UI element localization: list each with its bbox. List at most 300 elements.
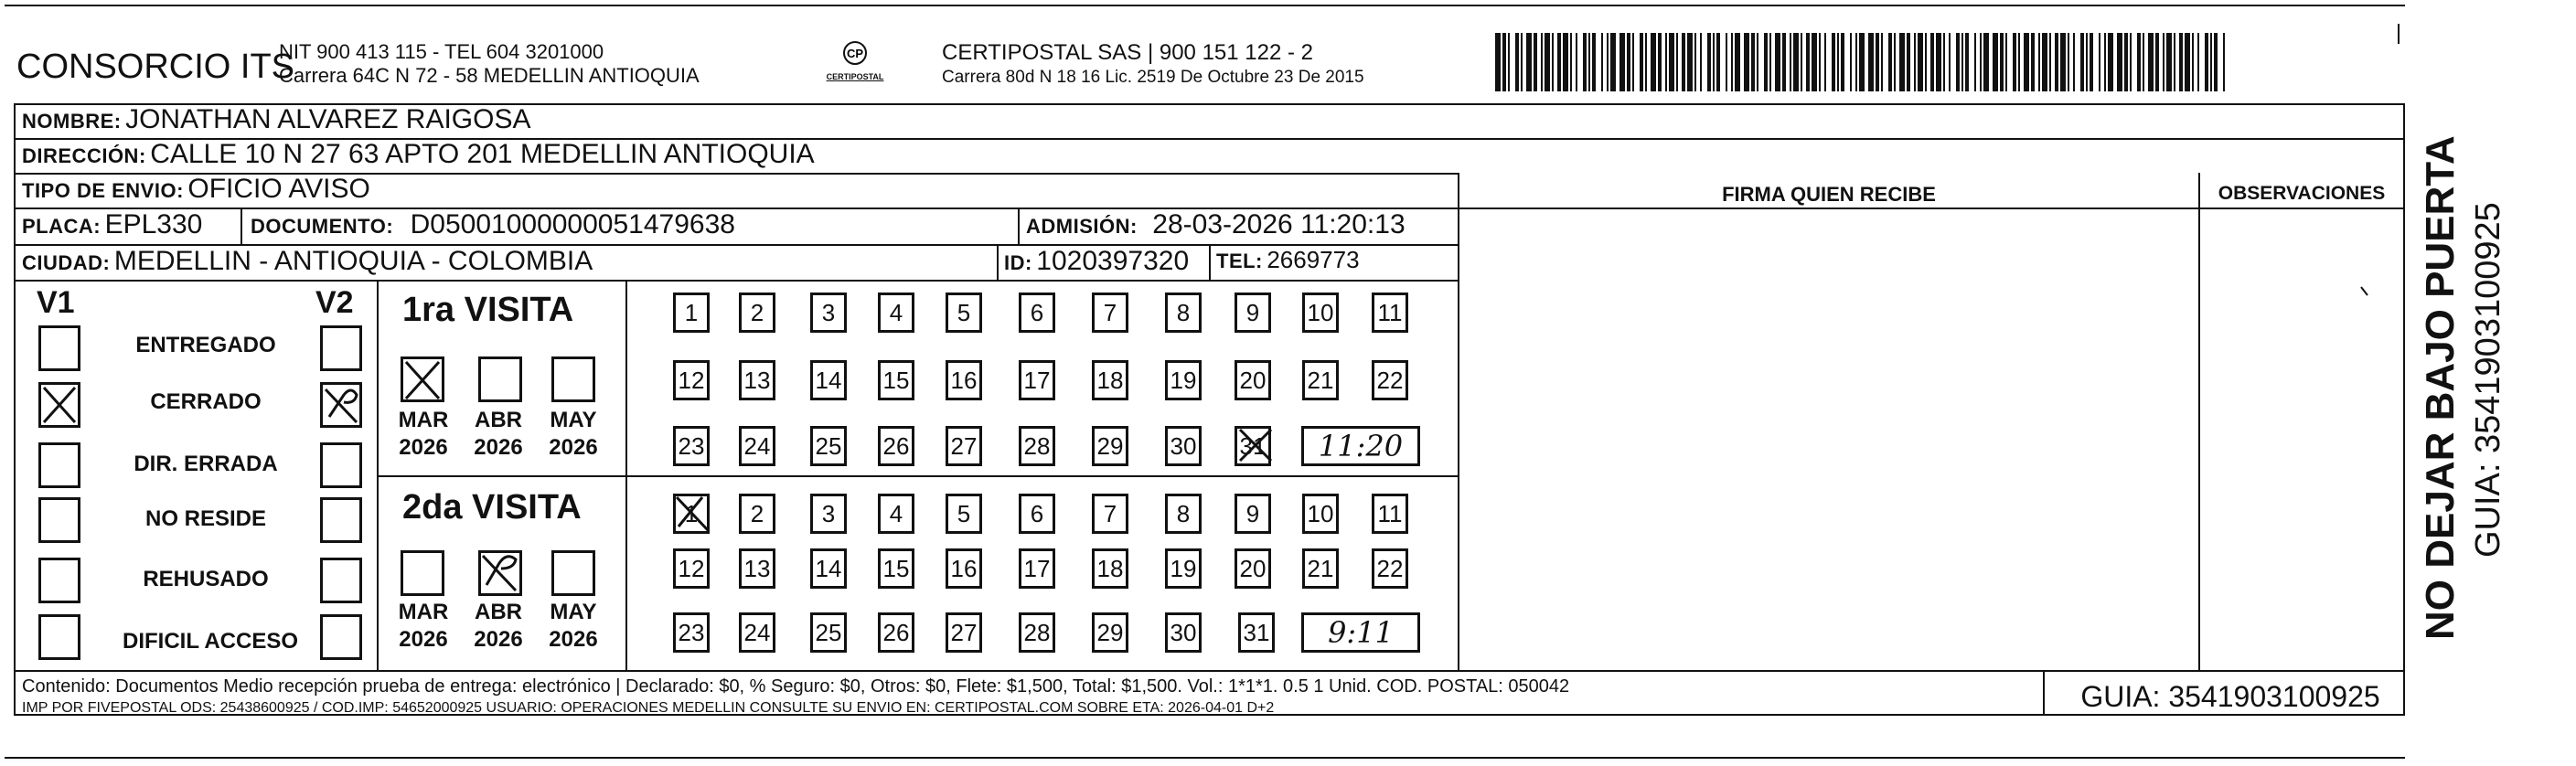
barcode-bar [1576, 33, 1577, 91]
barcode-bar [2049, 33, 2051, 91]
side-guia: GUIA: 3541903100925 [2469, 202, 2507, 558]
barcode-bar [1632, 33, 1634, 91]
row-line-footer [14, 670, 2405, 672]
barcode-bar [1495, 33, 1501, 91]
barcode-bar [1793, 33, 1799, 91]
barcode-bar [2137, 33, 2141, 91]
second-visit-day-4[interactable] [878, 494, 914, 534]
day-label: 12 [678, 554, 705, 582]
barcode-bar [1832, 33, 1835, 91]
barcode-bar [1888, 33, 1892, 91]
address-field [22, 139, 815, 170]
first-visit-year-abr: 2026 [474, 435, 523, 460]
second-visit-year-may: 2026 [549, 627, 598, 652]
corner-tick [2398, 24, 2400, 44]
barcode-bar [2000, 33, 2004, 91]
barcode-bar [2090, 33, 2093, 91]
second-visit-day-16[interactable] [946, 548, 982, 589]
top-border [5, 5, 2405, 6]
barcode-bar [1541, 33, 1543, 91]
admission-field [1026, 209, 1406, 240]
barcode-bar [2073, 33, 2075, 91]
day-label: 20 [1239, 366, 1267, 394]
first-visit-day-16[interactable] [946, 360, 982, 400]
barcode-bar [1925, 33, 1927, 91]
first-visit-day-10[interactable] [1302, 293, 1339, 333]
barcode-bar [1526, 33, 1532, 91]
second-visit-day-15[interactable] [878, 548, 914, 589]
first-visit-day-15[interactable] [878, 360, 914, 400]
barcode-bar [2031, 33, 2035, 91]
barcode-bar [1974, 33, 1976, 91]
status-entregado: ENTREGADO [135, 333, 276, 357]
barcode-bar [1943, 33, 1945, 91]
barcode-bar [1601, 33, 1603, 91]
city-field [22, 246, 593, 277]
first-visit-day-27[interactable] [946, 426, 982, 466]
first-visit-day-28[interactable] [1019, 426, 1055, 466]
svg-text:CP: CP [846, 47, 864, 60]
barcode-bar [2179, 33, 2183, 91]
plate-value: EPL330 [104, 209, 203, 239]
barcode-bar [2099, 33, 2100, 91]
status-dir-errada: DIR. ERRADA [134, 452, 278, 476]
day-label: 4 [889, 499, 903, 527]
first-visit-day-19[interactable] [1165, 360, 1202, 400]
id-field [1004, 246, 1189, 277]
day-label: 24 [743, 431, 771, 460]
barcode-bar [1918, 33, 1923, 91]
document-value: D05001000000051479638 [410, 209, 735, 239]
company-address: Carrera 64C N 72 - 58 MEDELLIN ANTIOQUIA [279, 64, 700, 87]
second-visit-day-25[interactable] [810, 612, 847, 653]
second-visit-month-abr[interactable] [478, 550, 522, 596]
barcode-bar [1592, 33, 1596, 91]
barcode-bar [1570, 33, 1572, 91]
day-label: 23 [678, 431, 705, 460]
day-label: 3 [821, 298, 836, 326]
first-visit-day-5[interactable] [946, 293, 982, 333]
second-visit-day-24[interactable] [739, 612, 775, 653]
barcode-bar [1801, 33, 1802, 91]
first-visit-day-9[interactable] [1235, 293, 1271, 333]
day-label: 9 [1245, 499, 1260, 527]
first-visit-month-may[interactable] [551, 356, 595, 402]
v1-checkbox-dificil-acceso[interactable] [38, 614, 80, 660]
first-visit-day-7[interactable] [1092, 293, 1128, 333]
id-label: ID: [1004, 251, 1032, 274]
second-visit-day-1[interactable] [673, 494, 710, 534]
barcode-bar [2148, 33, 2154, 91]
logo-text: CERTIPOSTAL [826, 72, 884, 81]
first-visit-day-24[interactable] [739, 426, 775, 466]
barcode-bar [2038, 33, 2040, 91]
day-label: 25 [815, 618, 842, 646]
barcode-bar [1881, 33, 1883, 91]
day-label: 1 [684, 499, 699, 527]
first-visit-time-box[interactable] [1301, 426, 1420, 466]
send-type-value: OFICIO AVISO [187, 174, 370, 204]
first-visit-day-31[interactable] [1235, 426, 1271, 466]
v2-checkbox-dir-errada[interactable] [320, 442, 362, 488]
day-label: 19 [1170, 554, 1197, 582]
day-label: 30 [1170, 431, 1197, 460]
barcode-bar [2185, 33, 2190, 91]
footer-line2: IMP POR FIVEPOSTAL ODS: 25438600925 / COD.IMP: 54652000925 USUARIO: OPERACIONES MEDELLIN CONSULTE SU ENVIO EN: CERTIPOSTAL.COM SOBRE ETA: 2026-04-01 D+2 [22, 700, 1275, 716]
second-visit-day-10[interactable] [1302, 494, 1339, 534]
day-label: 6 [1030, 499, 1044, 527]
second-visit-month-may[interactable] [551, 550, 595, 596]
first-visit-day-11[interactable] [1372, 293, 1408, 333]
barcode-bar [1676, 33, 1678, 91]
day-label: 29 [1096, 618, 1124, 646]
second-visit-day-19[interactable] [1165, 548, 1202, 589]
id-value: 1020397320 [1036, 246, 1190, 276]
barcode-bar [1744, 33, 1749, 91]
barcode-bar [1682, 33, 1685, 91]
v1-checkbox-dir-errada[interactable] [38, 442, 80, 488]
day-label: 9 [1245, 298, 1260, 326]
barcode-bar [1841, 33, 1844, 91]
barcode-bar [2223, 33, 2225, 91]
barcode-bar [1665, 33, 1667, 91]
barcode-bar [1645, 33, 1647, 91]
day-label: 27 [950, 431, 978, 460]
barcode-bar [1607, 33, 1609, 91]
barcode-bar [1790, 33, 1791, 91]
barcode-bar [1914, 33, 1916, 91]
day-label: 25 [815, 431, 842, 460]
second-visit-day-5[interactable] [946, 494, 982, 534]
barcode-bar [2060, 33, 2066, 91]
first-visit-year-may: 2026 [549, 435, 598, 460]
first-visit-time: 11:20 [1318, 429, 1404, 463]
first-visit-day-1[interactable] [673, 293, 710, 333]
row-line-5 [14, 280, 1459, 282]
second-visit-day-8[interactable] [1165, 494, 1202, 534]
first-visit-day-14[interactable] [810, 360, 847, 400]
barcode-bar [1502, 33, 1506, 91]
divider-signature [1458, 173, 1459, 672]
barcode-bar [2068, 33, 2069, 91]
barcode-bar [2130, 33, 2132, 91]
certipostal-logo [814, 40, 896, 81]
barcode-bar [1694, 33, 1696, 91]
first-visit-day-22[interactable] [1372, 360, 1408, 400]
first-visit-day-23[interactable] [673, 426, 710, 466]
barcode-bar [2013, 33, 2016, 91]
barcode-bar [2124, 33, 2128, 91]
day-label: 2 [750, 298, 764, 326]
first-visit-day-12[interactable] [673, 360, 710, 400]
second-visit-day-20[interactable] [1235, 548, 1271, 589]
first-visit-year-mar: 2026 [399, 435, 448, 460]
footer-guia: GUIA: 3541903100925 [2080, 680, 2380, 713]
barcode-bar [1731, 33, 1733, 91]
barcode-bar [1961, 33, 1963, 91]
barcode-bar [2143, 33, 2144, 91]
v2-checkbox-dificil-acceso[interactable] [320, 614, 362, 660]
barcode-bar [1619, 33, 1625, 91]
second-visit-day-14[interactable] [810, 548, 847, 589]
divider-observations [2198, 173, 2200, 672]
city-label: CIUDAD: [22, 251, 111, 274]
second-visit-month-mar[interactable] [401, 550, 444, 596]
barcode-bar [1899, 33, 1905, 91]
second-visit-day-13[interactable] [739, 548, 775, 589]
barcode-bar [1949, 33, 1951, 91]
barcode-bar [1812, 33, 1817, 91]
barcode-bar [2108, 33, 2113, 91]
admission-label: ADMISIÓN: [1026, 215, 1138, 238]
plate-field [22, 209, 202, 240]
v1-checkbox-cerrado[interactable] [38, 382, 80, 428]
second-visit-label-abr: ABR [475, 600, 522, 624]
barcode-bar [1859, 33, 1865, 91]
day-label: 17 [1023, 554, 1051, 582]
day-31-label: 31 [1243, 618, 1270, 646]
second-visit-day-22[interactable] [1372, 548, 1408, 589]
status-cerrado: CERRADO [150, 389, 262, 414]
day-label: 7 [1103, 499, 1117, 527]
barcode-bar [1993, 33, 1998, 91]
second-visit-day-29[interactable] [1092, 612, 1128, 653]
second-visit-year-abr: 2026 [474, 627, 523, 652]
day-label: 5 [957, 298, 971, 326]
first-visit-day-25[interactable] [810, 426, 847, 466]
day-label: 15 [882, 366, 910, 394]
v2-checkbox-rehusado[interactable] [320, 558, 362, 603]
day-label: 16 [950, 554, 978, 582]
second-visit-day-26[interactable] [878, 612, 914, 653]
day-label: 26 [882, 431, 910, 460]
divider-admission [1018, 207, 1020, 244]
second-visit-day-27[interactable] [946, 612, 982, 653]
first-visit-month-mar[interactable] [401, 356, 444, 402]
day-label: 21 [1307, 366, 1334, 394]
footer-line1: Contenido: Documentos Medio recepción prueba de entrega: electrónico | Declarado: $0, % Seguro: $0, Otros: $0, Flete: $1,500, Total: $1,500. Vol.: 1*1*1. 0.5 1 Unid. COD. POSTAL: 050042 [22, 676, 1570, 697]
barcode-bar [1545, 33, 1550, 91]
first-visit-label-abr: ABR [475, 408, 522, 432]
barcode-bar [2192, 33, 2194, 91]
second-visit-day-3[interactable] [810, 494, 847, 534]
barcode-bar [1700, 33, 1702, 91]
barcode-bar [1837, 33, 1839, 91]
barcode-bar [1588, 33, 1590, 91]
v2-header: V2 [315, 285, 354, 320]
barcode-bar [1521, 33, 1523, 91]
barcode-bar [1806, 33, 1810, 91]
certipostal-line2: Carrera 80d N 18 16 Lic. 2519 De Octubre 23 De 2015 [942, 68, 1364, 87]
barcode-bar [1627, 33, 1630, 91]
document-field [251, 209, 735, 240]
day-label: 15 [882, 554, 910, 582]
second-visit-time: 9:11 [1328, 615, 1394, 650]
barcode-bar [1640, 33, 1643, 91]
barcode-bar [1583, 33, 1587, 91]
barcode-bar [1713, 33, 1715, 91]
first-visit-day-21[interactable] [1302, 360, 1339, 400]
second-visit-year-mar: 2026 [399, 627, 448, 652]
name-label: NOMBRE: [22, 110, 122, 133]
day-label: 4 [889, 298, 903, 326]
barcode-bar [1956, 33, 1960, 91]
name-value: JONATHAN ALVAREZ RAIGOSA [125, 104, 531, 134]
second-visit-time-box[interactable] [1301, 612, 1420, 653]
barcode-bar [2205, 33, 2208, 91]
first-visit-month-abr[interactable] [478, 356, 522, 402]
second-visit-day-18[interactable] [1092, 548, 1128, 589]
frame-right [2403, 103, 2405, 716]
first-visit-day-29[interactable] [1092, 426, 1128, 466]
barcode-bar [1775, 33, 1780, 91]
day-label: 11 [1377, 298, 1403, 326]
day-label: 13 [743, 366, 771, 394]
first-visit-day-18[interactable] [1092, 360, 1128, 400]
day-label: 26 [882, 618, 910, 646]
v2-checkbox-cerrado[interactable] [320, 382, 362, 428]
v1-checkbox-rehusado[interactable] [38, 558, 80, 603]
first-visit-day-26[interactable] [878, 426, 914, 466]
observation-tick [2359, 285, 2370, 298]
day-label: 8 [1176, 298, 1191, 326]
second-visit-day-9[interactable] [1235, 494, 1271, 534]
day-label: 13 [743, 554, 771, 582]
barcode-bar [2166, 33, 2172, 91]
day-label: 14 [815, 366, 842, 394]
barcode-bar [2024, 33, 2029, 91]
barcode-bar [2104, 33, 2106, 91]
day-label: 30 [1170, 618, 1197, 646]
barcode-bar [1868, 33, 1874, 91]
status-rehusado: REHUSADO [143, 567, 269, 591]
day-label: 5 [957, 499, 971, 527]
first-visit-day-8[interactable] [1165, 293, 1202, 333]
day-label: 18 [1096, 554, 1124, 582]
tel-value: 2669773 [1267, 246, 1360, 273]
day-label: 19 [1170, 366, 1197, 394]
barcode-bar [1769, 33, 1771, 91]
second-visit-day-31[interactable] [1238, 612, 1275, 653]
barcode-bar [1707, 33, 1711, 91]
day-label: 22 [1376, 554, 1404, 582]
barcode-bar [1965, 33, 1969, 91]
v2-checkbox-entregado[interactable] [320, 325, 362, 371]
day-label: 18 [1096, 366, 1124, 394]
second-visit-day-6[interactable] [1019, 494, 1055, 534]
day-label: 28 [1023, 431, 1051, 460]
first-visit-day-2[interactable] [739, 293, 775, 333]
barcode-bar [1850, 33, 1852, 91]
barcode-bar [1610, 33, 1616, 91]
barcode-bar [1757, 33, 1758, 91]
day-label: 24 [743, 618, 771, 646]
first-visit-label-may: MAY [550, 408, 597, 432]
day-label: 2 [750, 499, 764, 527]
day-label: 28 [1023, 618, 1051, 646]
day-label: 22 [1376, 366, 1404, 394]
barcode-bar [1534, 33, 1537, 91]
barcode-bar [2197, 33, 2199, 91]
document-label: DOCUMENTO: [251, 215, 394, 238]
day-label: 3 [821, 499, 836, 527]
day-label: 29 [1096, 431, 1124, 460]
barcode-bar [2080, 33, 2084, 91]
second-visit-day-23[interactable] [673, 612, 710, 653]
first-visit-day-4[interactable] [878, 293, 914, 333]
second-visit-day-30[interactable] [1165, 612, 1202, 653]
first-visit-day-13[interactable] [739, 360, 775, 400]
plate-label: PLACA: [22, 215, 102, 238]
barcode-bar [2214, 33, 2218, 91]
first-visit-day-6[interactable] [1019, 293, 1055, 333]
tel-field [1216, 246, 1360, 274]
day-label: 6 [1030, 298, 1044, 326]
day-label: 10 [1307, 499, 1334, 527]
barcode-bar [1894, 33, 1896, 91]
barcode-bar [1930, 33, 1934, 91]
v1-checkbox-no-reside[interactable] [38, 497, 80, 543]
barcode-bar [1907, 33, 1910, 91]
first-visit-day-30[interactable] [1165, 426, 1202, 466]
name-field [22, 104, 531, 135]
second-visit-day-7[interactable] [1092, 494, 1128, 534]
barcode-bar [2174, 33, 2175, 91]
second-visit-day-17[interactable] [1019, 548, 1055, 589]
barcode-bar [1552, 33, 1554, 91]
barcode-bar [1876, 33, 1879, 91]
barcode-bar [1716, 33, 1720, 91]
send-type-field [22, 174, 370, 205]
address-label: DIRECCIÓN: [22, 144, 146, 167]
first-visit-day-17[interactable] [1019, 360, 1055, 400]
second-visit-day-11[interactable] [1372, 494, 1408, 534]
v2-checkbox-no-reside[interactable] [320, 497, 362, 543]
barcode-bar [1751, 33, 1755, 91]
certipostal-line1: CERTIPOSTAL SAS | 900 151 122 - 2 [942, 40, 1313, 65]
status-no-reside: NO RESIDE [144, 506, 267, 531]
barcode-bar [2055, 33, 2058, 91]
barcode-bar [1726, 33, 1727, 91]
barcode-bar [2018, 33, 2020, 91]
divider-footer-guia [2043, 670, 2045, 716]
barcode-bar [1980, 33, 1982, 91]
second-visit-day-2[interactable] [739, 494, 775, 534]
day-label: 1 [684, 298, 699, 326]
city-value: MEDELLIN - ANTIOQUIA - COLOMBIA [113, 246, 593, 276]
signature-header: FIRMA QUIEN RECIBE [1722, 183, 1936, 206]
second-visit-day-12[interactable] [673, 548, 710, 589]
certipostal-logo-icon [839, 40, 871, 68]
day-label: 23 [678, 618, 705, 646]
barcode-bar [2086, 33, 2088, 91]
first-visit-day-3[interactable] [810, 293, 847, 333]
v1-checkbox-entregado[interactable] [38, 325, 80, 371]
day-label: 11 [1377, 499, 1403, 527]
bottom-border [5, 757, 2405, 759]
second-visit-day-21[interactable] [1302, 548, 1339, 589]
day-label: 10 [1307, 298, 1334, 326]
send-type-label: TIPO DE ENVIO: [22, 179, 184, 202]
first-visit-day-20[interactable] [1235, 360, 1271, 400]
divider-id [997, 244, 999, 281]
frame-left [14, 103, 16, 716]
first-visit-title: 1ra VISITA [402, 291, 574, 329]
barcode-bar [1735, 33, 1740, 91]
day-label: 16 [950, 366, 978, 394]
first-visit-label-mar: MAR [398, 408, 449, 432]
second-visit-day-28[interactable] [1019, 612, 1055, 653]
